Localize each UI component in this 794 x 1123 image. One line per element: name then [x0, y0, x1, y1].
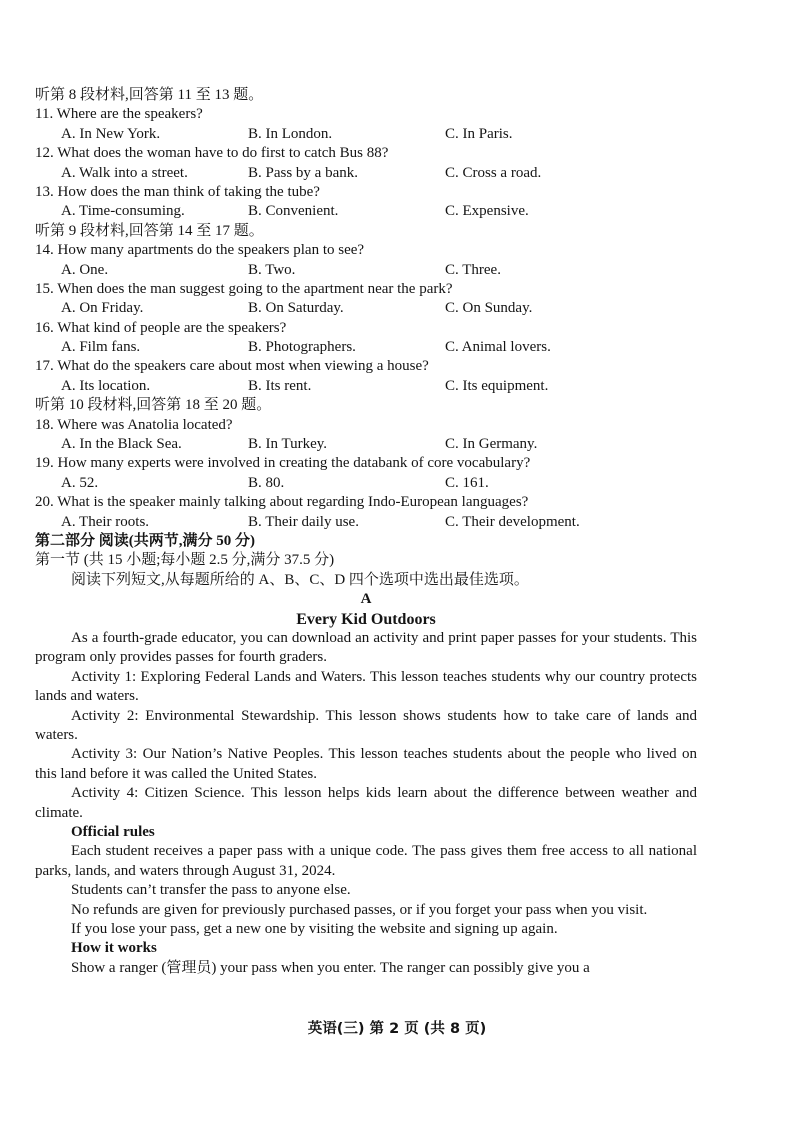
- options-12: [35, 164, 697, 183]
- question-12: 12. What does the woman have to do first to catch Bus 88?: [35, 145, 389, 162]
- option-a: A. In New York.: [61, 125, 161, 142]
- subheading-how: How it works: [71, 940, 157, 957]
- option-b: B. In Turkey.: [248, 436, 328, 453]
- option-b: B. Their daily use.: [248, 513, 359, 530]
- option-a: A. Time-consuming.: [61, 203, 185, 220]
- options-17: [35, 377, 697, 396]
- option-b: B. Pass by a bank.: [248, 164, 358, 181]
- part-heading: 第二部分 阅读(共两节,满分 50 分): [35, 532, 255, 549]
- question-17: 17. What do the speakers care about most when viewing a house?: [35, 358, 429, 375]
- option-c: C. Three.: [445, 261, 501, 278]
- options-19: [35, 474, 697, 493]
- option-c: C. Their development.: [445, 513, 580, 530]
- option-c: C. Animal lovers.: [445, 339, 551, 356]
- question-20: 20. What is the speaker mainly talking about regarding Indo-European languages?: [35, 494, 529, 511]
- question-14: 14. How many apartments do the speakers plan to see?: [35, 242, 365, 259]
- page-footer: 英语(三) 第 2 页 (共 8 页): [307, 1021, 487, 1037]
- paragraph: Students can’t transfer the pass to anyone else.: [71, 882, 351, 899]
- option-c: C. In Paris.: [445, 125, 513, 142]
- options-15: [35, 299, 697, 318]
- paragraph: Show a ranger (管理员) your pass when you enter. The ranger can possibly give you a: [71, 959, 590, 976]
- option-c: C. Expensive.: [445, 203, 529, 220]
- options-14: [35, 261, 697, 280]
- options-11: [35, 125, 697, 144]
- passage-title: Every Kid Outdoors: [296, 610, 436, 628]
- option-c: C. Its equipment.: [445, 377, 549, 394]
- paragraph: Activity 4: Citizen Science. This lesson helps kids learn about the difference between weather and climate.: [35, 785, 697, 821]
- question-16: 16. What kind of people are the speakers?: [35, 319, 287, 336]
- question-13: 13. How does the man think of taking the tube?: [35, 183, 320, 200]
- section-heading-9: 听第 9 段材料,回答第 14 至 17 题。: [35, 222, 264, 239]
- section-heading: 第一节 (共 15 小题;每小题 2.5 分,满分 37.5 分): [35, 552, 335, 569]
- paragraph: Activity 3: Our Nation’s Native Peoples. This lesson teaches students about the people who lived on this land before it was called the United States.: [35, 746, 697, 782]
- question-18: 18. Where was Anatolia located?: [35, 416, 233, 433]
- options-20: [35, 513, 697, 532]
- option-c: C. 161.: [445, 474, 489, 491]
- option-b: B. On Saturday.: [248, 300, 344, 317]
- paragraph: If you lose your pass, get a new one by visiting the website and signing up again.: [71, 921, 558, 938]
- option-a: A. On Friday.: [61, 300, 144, 317]
- option-c: C. On Sunday.: [445, 300, 533, 317]
- option-a: A. 52.: [61, 474, 99, 491]
- option-c: C. Cross a road.: [445, 164, 542, 181]
- option-b: B. 80.: [248, 474, 285, 491]
- section-heading-8: 听第 8 段材料,回答第 11 至 13 题。: [35, 87, 264, 103]
- option-a: A. Its location.: [61, 377, 151, 394]
- options-18: [35, 435, 697, 454]
- option-c: C. In Germany.: [445, 436, 538, 453]
- section-heading-10: 听第 10 段材料,回答第 18 至 20 题。: [35, 397, 272, 414]
- subheading-rules: Official rules: [71, 824, 155, 840]
- option-b: B. Its rent.: [248, 377, 312, 394]
- options-13: [35, 202, 697, 221]
- paragraph: Activity 1: Exploring Federal Lands and Waters. This lesson teaches students why our country protects lands and waters.: [35, 668, 697, 705]
- instructions: 阅读下列短文,从每题所给的 A、B、C、D 四个选项中选出最佳选项。: [71, 571, 529, 588]
- option-a: A. One.: [61, 261, 109, 278]
- question-11: 11. Where are the speakers?: [35, 106, 203, 123]
- option-b: B. Convenient.: [248, 203, 339, 220]
- option-a: A. In the Black Sea.: [61, 436, 182, 453]
- option-a: A. Their roots.: [61, 513, 150, 530]
- question-19: 19. How many experts were involved in creating the databank of core vocabulary?: [35, 455, 531, 472]
- option-a: A. Film fans.: [61, 339, 141, 356]
- options-16: [35, 338, 697, 357]
- question-15: 15. When does the man suggest going to the apartment near the park?: [35, 280, 453, 297]
- option-a: A. Walk into a street.: [61, 164, 188, 181]
- passage-label: A: [360, 591, 372, 608]
- paragraph: As a fourth-grade educator, you can download an activity and print paper passes for your students. This program only provides passes for fourth graders.: [35, 629, 697, 666]
- option-b: B. Photographers.: [248, 339, 356, 356]
- option-b: B. In London.: [248, 125, 333, 142]
- paragraph: Each student receives a paper pass with a unique code. The pass gives them free access to all national parks, lands, and waters through August 31, 2024.: [35, 843, 697, 879]
- paragraph: Activity 2: Environmental Stewardship. This lesson shows students how to take care of lands and waters.: [35, 707, 697, 743]
- option-b: B. Two.: [248, 261, 296, 278]
- exam-page: [35, 86, 697, 978]
- paragraph: No refunds are given for previously purchased passes, or if you forget your pass when you visit.: [71, 901, 648, 918]
